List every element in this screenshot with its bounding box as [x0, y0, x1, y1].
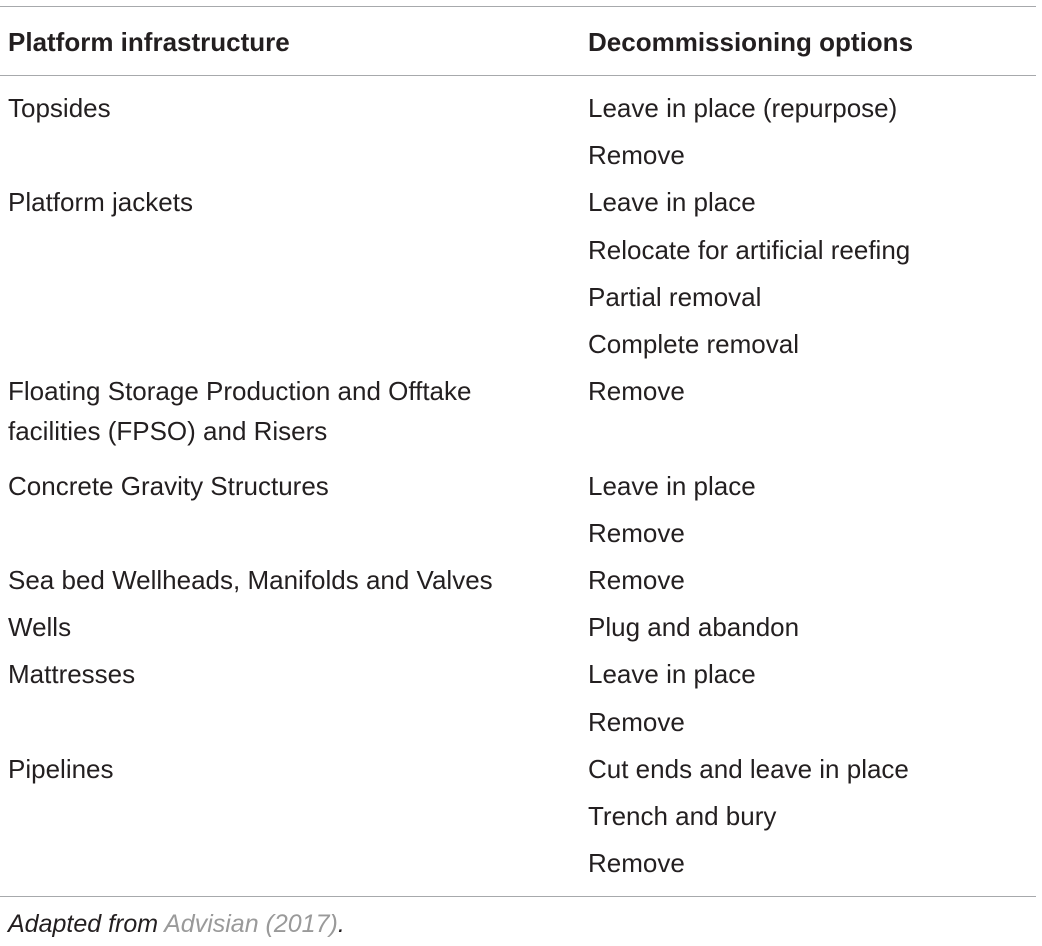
header-infrastructure: Platform infrastructure — [8, 27, 290, 57]
table-row — [0, 607, 1042, 654]
options-cell — [588, 654, 1028, 748]
decommissioning-option: Leave in place — [588, 470, 756, 501]
options-cell — [588, 749, 1028, 891]
header-options: Decommissioning options — [588, 27, 914, 57]
decommissioning-option: Trench and bury — [588, 800, 777, 831]
table-row — [0, 654, 1042, 748]
options-cell — [588, 466, 1028, 560]
infrastructure-cell: Pipelines — [8, 753, 114, 784]
decommissioning-option: Leave in place (repurpose) — [588, 93, 898, 123]
options-cell — [588, 182, 1028, 371]
options-cell — [588, 607, 1028, 654]
table-row — [0, 749, 1042, 891]
footnote-reference-link[interactable]: Advisian (2017) — [164, 910, 338, 938]
table-row — [0, 88, 1042, 182]
options-cell — [588, 560, 1028, 607]
decommissioning-option: Plug and abandon — [588, 612, 800, 643]
infrastructure-cell: Mattresses — [8, 659, 136, 690]
table-row — [0, 182, 1042, 371]
infrastructure-cell: Sea bed Wellheads, Manifolds and Valves — [8, 564, 493, 595]
footnote-prefix: Adapted from — [8, 910, 165, 938]
decommissioning-option: Relocate for artificial reefing — [588, 234, 911, 265]
decommissioning-option: Remove — [588, 517, 685, 548]
infrastructure-cell: Topsides — [8, 93, 111, 123]
infrastructure-cell: Platform jackets — [8, 187, 193, 218]
footnote-suffix: . — [337, 910, 345, 938]
table-row — [0, 466, 1042, 560]
decommissioning-option — [588, 418, 1028, 465]
table-body — [0, 88, 1042, 890]
table-header — [0, 22, 1042, 62]
decommissioning-option: Partial removal — [588, 281, 762, 312]
table-row — [0, 371, 1042, 465]
table-top-rule — [0, 6, 1036, 7]
decommissioning-option: Remove — [588, 706, 685, 737]
decommissioning-option: Cut ends and leave in place — [588, 753, 909, 784]
decommissioning-option: Leave in place — [588, 187, 756, 218]
decommissioning-option: Remove — [588, 376, 685, 407]
table-footnote — [8, 906, 345, 942]
table-header-rule — [0, 75, 1036, 76]
decommissioning-option: Remove — [588, 140, 685, 171]
options-cell — [588, 371, 1028, 465]
infrastructure-cell: Wells — [8, 612, 72, 643]
decommissioning-option: Complete removal — [588, 328, 799, 359]
options-cell — [588, 88, 1028, 182]
table-bottom-rule — [0, 896, 1036, 897]
decommissioning-option: Remove — [588, 564, 685, 595]
table-row — [0, 560, 1042, 607]
decommissioning-option: Remove — [588, 848, 685, 879]
infrastructure-cell: Concrete Gravity Structures — [8, 470, 329, 501]
infrastructure-cell: Floating Storage Production and Offtake facilities (FPSO) and Risers — [8, 376, 472, 447]
decommissioning-option: Leave in place — [588, 659, 756, 690]
